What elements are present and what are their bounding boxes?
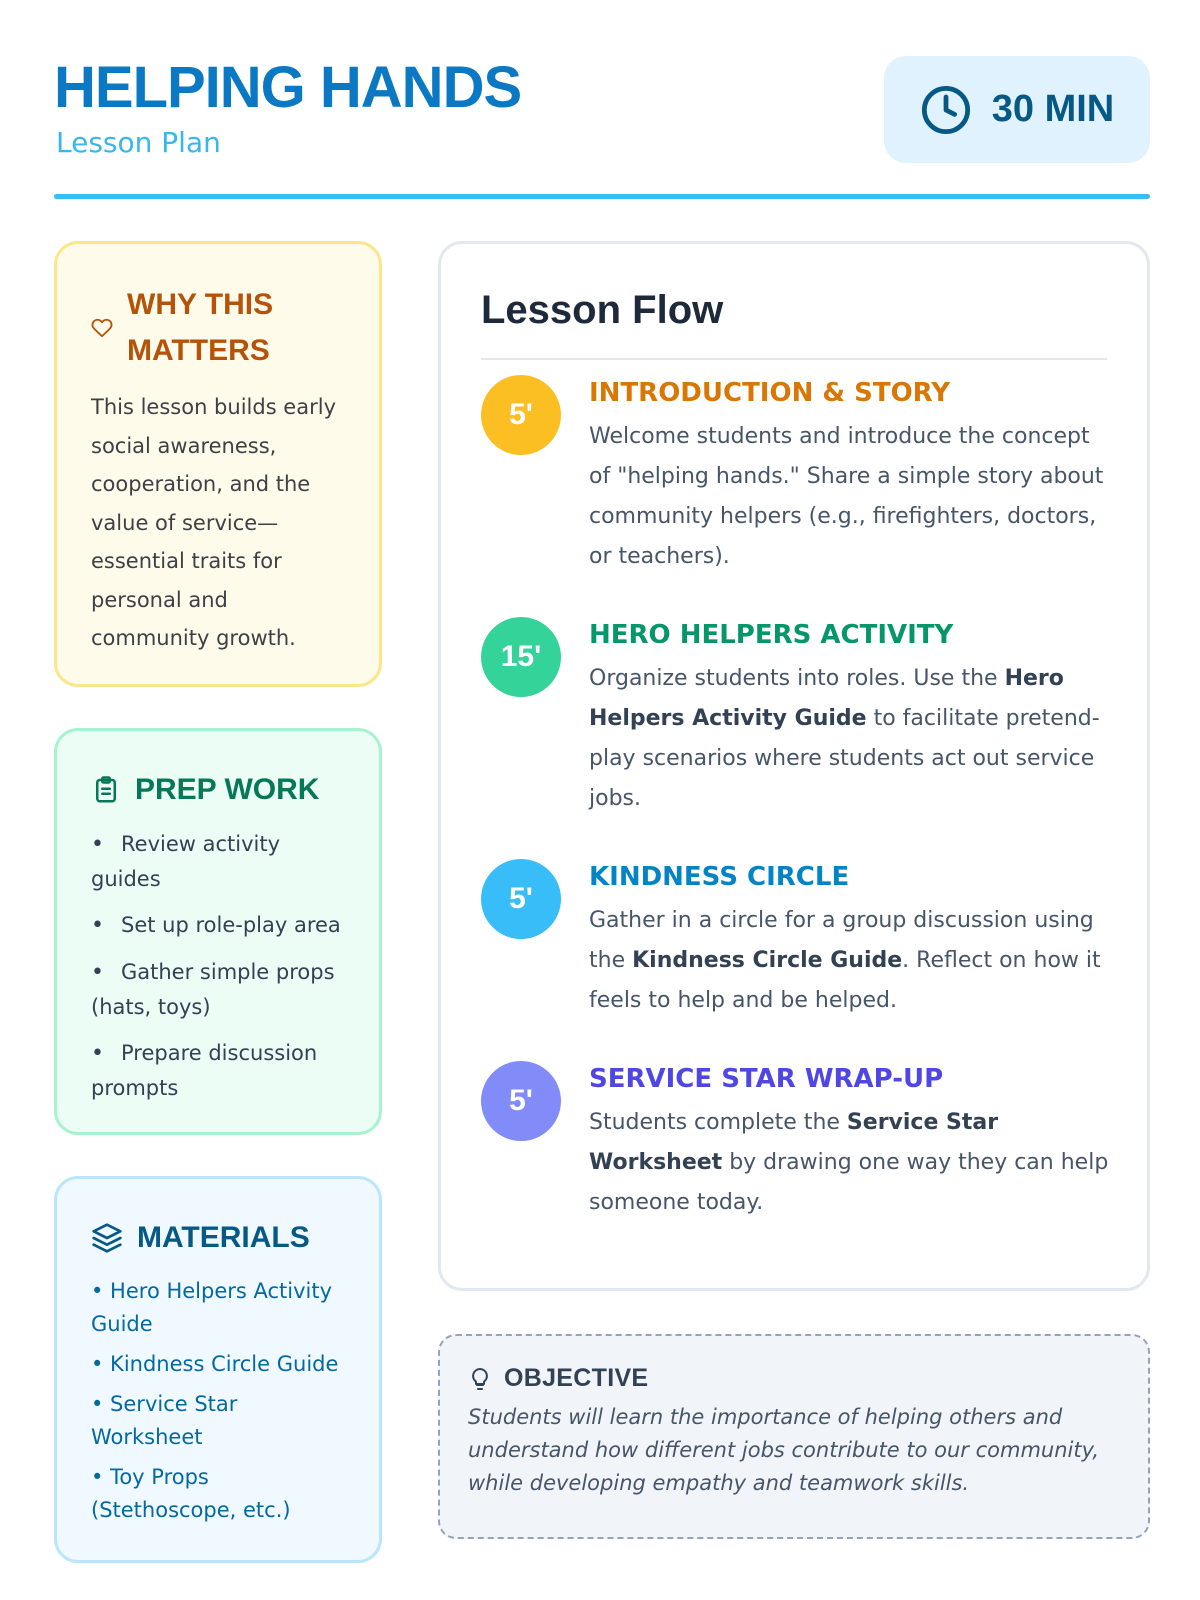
step-description-emphasis: Kindness Circle Guide [632, 948, 903, 973]
page-subtitle: Lesson Plan [56, 126, 221, 159]
materials-item: • Hero Helpers Activity Guide [91, 1279, 333, 1336]
step-description-emphasis: Hero Helpers Activity Guide [589, 666, 1064, 731]
step-time-badge: 15' [481, 617, 561, 697]
step-description-emphasis: Service Star Worksheet [589, 1110, 999, 1175]
objective-box [438, 1334, 1150, 1539]
clipboard-icon [91, 775, 121, 805]
step-description [589, 1103, 1109, 1223]
prep-item: • Set up role-play area [91, 913, 341, 938]
step-description-text: Organize students into roles. Use the [589, 666, 1005, 691]
step-time-badge: 5' [481, 859, 561, 939]
step-title: HERO HELPERS ACTIVITY [589, 620, 954, 650]
step-time-badge: 5' [481, 375, 561, 455]
step-description [589, 659, 1109, 819]
step-time-badge: 5' [481, 1061, 561, 1141]
heart-icon [91, 317, 113, 339]
step-description-text: . Reflect on how it feels to help and be helped. [589, 948, 1101, 1013]
prep-work-card [54, 728, 382, 1135]
step-title: INTRODUCTION & STORY [589, 378, 951, 408]
materials-card-title: MATERIALS [137, 1221, 310, 1254]
why-card-text: This lesson builds early social awareness, cooperation, and the value of service—essential traits for personal and community growth. [91, 395, 336, 650]
step-description-text: to facilitate pretend-play scenarios where students act out service jobs. [589, 706, 1100, 811]
materials-card-header [91, 1215, 353, 1261]
materials-item: • Kindness Circle Guide [91, 1352, 339, 1376]
step-title: SERVICE STAR WRAP-UP [589, 1064, 944, 1094]
header [54, 56, 1150, 206]
duration-badge [884, 56, 1150, 163]
lightbulb-icon [468, 1366, 492, 1392]
prep-item: • Prepare discussion prompts [91, 1041, 318, 1100]
materials-list [91, 1275, 353, 1527]
step-description-text: Students complete the [589, 1110, 847, 1135]
lesson-flow-divider [481, 358, 1107, 360]
why-card-header [91, 282, 351, 374]
materials-card [54, 1176, 382, 1563]
objective-text: Students will learn the importance of helping others and understand how different jobs contribute to our community, while developing empathy and teamwork skills. [468, 1405, 1100, 1495]
lesson-flow-title: Lesson Flow [481, 288, 724, 332]
step-description [589, 901, 1109, 1021]
prep-list [91, 827, 353, 1105]
step-description-text: Gather in a circle for a group discussion using the [589, 908, 1094, 973]
objective-title: OBJECTIVE [504, 1364, 649, 1392]
prep-card-header [91, 767, 353, 813]
clock-icon [920, 84, 972, 136]
step-description [589, 417, 1109, 577]
materials-item: • Service Star Worksheet [91, 1392, 238, 1449]
prep-card-title: PREP WORK [135, 773, 320, 806]
objective-header [468, 1364, 1118, 1393]
step-title: KINDNESS CIRCLE [589, 862, 850, 892]
why-card-title: WHY THIS MATTERS [127, 288, 274, 367]
duration-text: 30 MIN [991, 88, 1115, 130]
prep-item: • Review activity guides [91, 832, 281, 891]
why-this-matters-card [54, 241, 382, 687]
materials-item: • Toy Props (Stethoscope, etc.) [91, 1465, 291, 1522]
prep-item: • Gather simple props (hats, toys) [91, 960, 335, 1019]
step-description-text: Welcome students and introduce the concept of "helping hands." Share a simple story about community helpers (e.g., firefighters, doctors, or teachers). [589, 424, 1104, 569]
lesson-flow-card [438, 241, 1150, 1291]
layers-icon [91, 1222, 123, 1254]
step-description-text: by drawing one way they can help someone today. [589, 1150, 1109, 1215]
page-title: HELPING HANDS [54, 55, 522, 120]
header-divider [54, 194, 1150, 199]
